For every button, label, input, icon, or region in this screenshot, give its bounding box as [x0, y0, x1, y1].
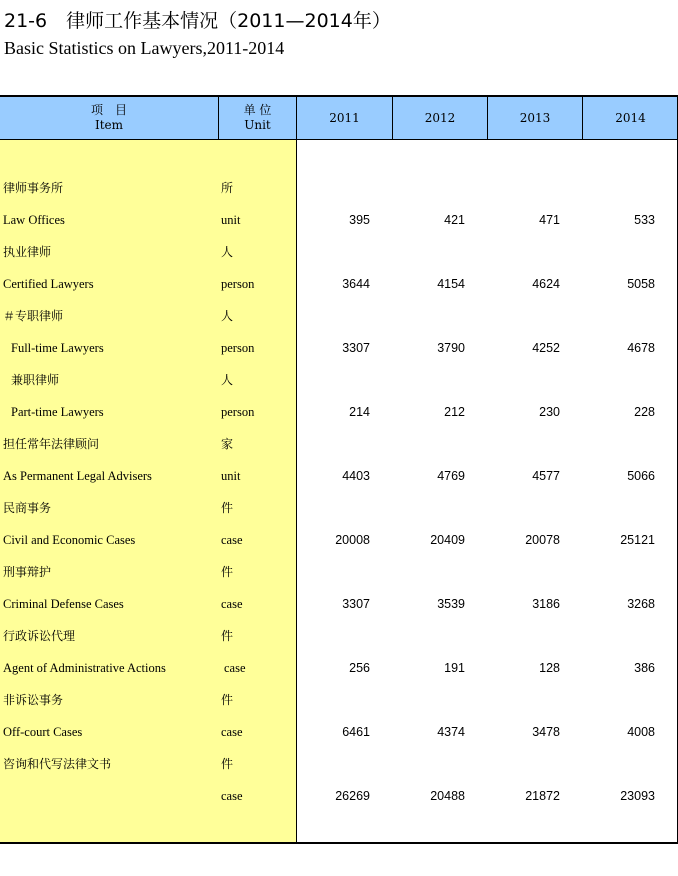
table-row [0, 402, 678, 422]
row-item-label: Agent of Administrative Actions [3, 661, 166, 675]
header-year-2014: 2014 [615, 110, 646, 125]
row-value-2012: 421 [444, 213, 465, 227]
row-unit-label: 家 [221, 437, 234, 451]
row-item-label: 担任常年法律顾问 [3, 437, 100, 451]
row-item-label: 刑事辩护 [3, 565, 52, 579]
table-row [0, 466, 678, 486]
row-value-2014: 3268 [627, 597, 655, 611]
table-row [0, 338, 678, 358]
row-value-2012: 4374 [437, 725, 465, 739]
row-value-2012: 20409 [430, 533, 465, 547]
row-unit-label: case [221, 533, 243, 547]
header-unit-cell [219, 97, 296, 139]
header-item-cell [0, 97, 218, 139]
row-unit-label: 件 [221, 757, 234, 771]
table-row [0, 178, 678, 198]
row-value-2013: 4577 [532, 469, 560, 483]
row-unit-label: 件 [221, 629, 234, 643]
row-value-2011: 3307 [342, 597, 370, 611]
table-row [0, 274, 678, 294]
row-value-2013: 3186 [532, 597, 560, 611]
table-row [0, 786, 678, 806]
row-unit-label: 人 [221, 245, 234, 259]
header-year-2011: 2011 [329, 110, 360, 125]
header-divider [218, 97, 219, 139]
header-unit-cn: 单 位 [243, 103, 272, 117]
row-value-2012: 3790 [437, 341, 465, 355]
row-unit-label: 件 [221, 693, 234, 707]
row-value-2014: 533 [634, 213, 655, 227]
row-value-2013: 21872 [525, 789, 560, 803]
row-unit-label: case [224, 661, 246, 675]
row-value-2014: 4678 [627, 341, 655, 355]
row-item-label: 非诉讼事务 [3, 693, 64, 707]
row-item-label: 行政诉讼代理 [3, 629, 76, 643]
row-value-2011: 214 [349, 405, 370, 419]
table-row [0, 562, 678, 582]
table-row [0, 434, 678, 454]
row-item-label: 执业律师 [3, 245, 52, 259]
row-value-2014: 5066 [627, 469, 655, 483]
row-item-label: Full-time Lawyers [11, 341, 104, 355]
row-item-label: Certified Lawyers [3, 277, 94, 291]
row-unit-label: unit [221, 469, 241, 483]
row-value-2011: 3644 [342, 277, 370, 291]
row-unit-label: person [221, 341, 255, 355]
table-row [0, 658, 678, 678]
row-item-label: Part-time Lawyers [11, 405, 104, 419]
table-row [0, 306, 678, 326]
row-unit-label: unit [221, 213, 241, 227]
table-row [0, 594, 678, 614]
row-value-2013: 230 [539, 405, 560, 419]
row-value-2012: 3539 [437, 597, 465, 611]
row-unit-label: 件 [221, 501, 234, 515]
table-row [0, 626, 678, 646]
table-bottom-rule [0, 842, 678, 844]
header-divider [582, 97, 583, 139]
row-value-2014: 23093 [620, 789, 655, 803]
row-value-2011: 3307 [342, 341, 370, 355]
table-row [0, 210, 678, 230]
row-value-2012: 212 [444, 405, 465, 419]
row-value-2014: 228 [634, 405, 655, 419]
row-unit-label: person [221, 277, 255, 291]
row-unit-label: person [221, 405, 255, 419]
table-row [0, 530, 678, 550]
row-unit-label: 人 [221, 309, 234, 323]
row-value-2014: 5058 [627, 277, 655, 291]
row-value-2011: 395 [349, 213, 370, 227]
row-item-label: ＃专职律师 [3, 309, 64, 323]
row-unit-label: case [221, 725, 243, 739]
row-unit-label: 件 [221, 565, 234, 579]
table-row [0, 690, 678, 710]
table-row [0, 370, 678, 390]
row-value-2014: 386 [634, 661, 655, 675]
page-title-chinese: 21-6 律师工作基本情况（2011—2014年） [4, 10, 391, 32]
table-header [0, 97, 678, 139]
row-value-2013: 128 [539, 661, 560, 675]
header-divider [392, 97, 393, 139]
header-year-2012: 2012 [424, 110, 456, 125]
table-row [0, 242, 678, 262]
row-unit-label: 所 [221, 181, 234, 195]
row-item-label: Criminal Defense Cases [3, 597, 124, 611]
row-value-2013: 4624 [532, 277, 560, 291]
header-year-2013: 2013 [519, 110, 551, 125]
row-unit-label: case [221, 789, 243, 803]
row-item-label: Civil and Economic Cases [3, 533, 136, 547]
row-item-label: 民商事务 [3, 501, 52, 515]
row-value-2012: 4769 [437, 469, 465, 483]
row-item-label: 兼职律师 [11, 373, 60, 387]
table-row [0, 754, 678, 774]
row-value-2014: 25121 [620, 533, 655, 547]
row-unit-label: 人 [221, 373, 234, 387]
table-row [0, 498, 678, 518]
row-value-2013: 20078 [525, 533, 560, 547]
header-unit-en: Unit [244, 118, 271, 132]
row-item-label: 律师事务所 [3, 181, 64, 195]
header-item-en: Item [94, 118, 124, 132]
row-value-2013: 3478 [532, 725, 560, 739]
row-item-label: Off-court Cases [3, 725, 83, 739]
row-value-2013: 471 [539, 213, 560, 227]
row-item-label: Law Offices [3, 213, 65, 227]
page-title-english: Basic Statistics on Lawyers,2011-2014 [4, 38, 285, 58]
row-value-2012: 4154 [437, 277, 465, 291]
row-value-2012: 20488 [430, 789, 465, 803]
row-value-2014: 4008 [627, 725, 655, 739]
row-value-2011: 4403 [342, 469, 370, 483]
table-row [0, 722, 678, 742]
row-item-label: As Permanent Legal Advisers [3, 469, 152, 483]
row-value-2011: 256 [349, 661, 370, 675]
row-value-2011: 6461 [342, 725, 370, 739]
row-value-2011: 20008 [335, 533, 370, 547]
row-value-2013: 4252 [532, 341, 560, 355]
row-value-2011: 26269 [335, 789, 370, 803]
header-item-cn: 项 目 [90, 103, 127, 117]
row-value-2012: 191 [444, 661, 465, 675]
header-divider [487, 97, 488, 139]
row-item-label: 咨询和代写法律文书 [3, 757, 112, 771]
row-unit-label: case [221, 597, 243, 611]
